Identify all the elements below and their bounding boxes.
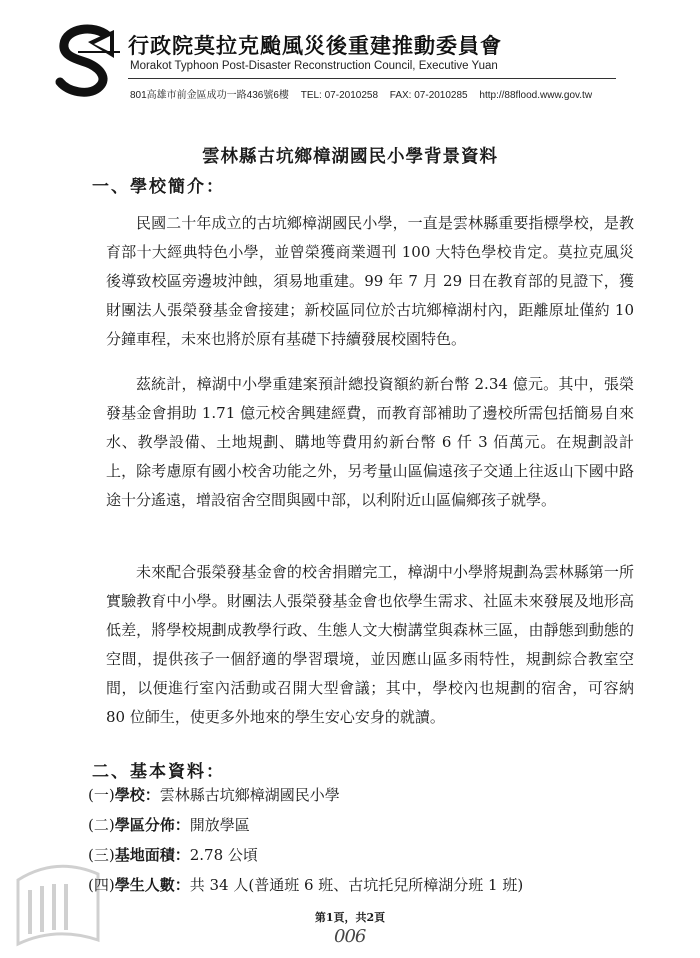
- section-heading-basic-info: 二、基本資料：: [92, 762, 225, 782]
- faint-stamp-watermark-icon: [8, 850, 104, 950]
- document-title: 雲林縣古坑鄉樟湖國民小學背景資料: [202, 147, 498, 167]
- info-key: 學校：: [114, 786, 160, 804]
- info-prefix: (一): [88, 786, 115, 804]
- letterhead-divider: [128, 78, 616, 79]
- info-value: 2.78 公頃: [189, 846, 258, 864]
- contact-line: [130, 86, 601, 101]
- paragraph-statistics: 茲統計，樟湖中小學重建案預計總投資額約新台幣 2.34 億元。其中，張榮發基金會捐助 1.71 億元校舍興建經費，而教育部補助了邊校所需包括簡易自來水、教學設備、土地規劃、購地等費用約新台幣 6 仟 3 佰萬元。在規劃設計上，除考慮原有國小校舍功能之外，另考量山區偏遠孩子交通上往返山下國中路途十分遙遠，增設宿舍空間與國中部，以利附近山區偏鄉孩子就學。: [106, 375, 634, 509]
- handwritten-page-number: 006: [334, 926, 366, 947]
- info-key: 學區分佈：: [114, 816, 190, 834]
- fax: FAX: 07-2010285: [389, 90, 468, 101]
- org-name-zh: 行政院莫拉克颱風災後重建推動委員會: [128, 34, 502, 58]
- list-item: [88, 840, 523, 870]
- paragraph-intro: 民國二十年成立的古坑鄉樟湖國民小學，一直是雲林縣重要指標學校，是教育部十大經典特色小學，並曾榮獲商業週刊 100 大特色學校肯定。莫拉克風災後導致校區旁邊坡沖蝕，須易地重建。99 年 7 月 29 日在教育部的見證下，獲財團法人張榮發基金會接建；新校區同位於古坑鄉樟湖村內，距離原址僅約 10 分鐘車程，未來也將於原有基礎下持續發展校園特色。: [106, 214, 634, 348]
- address: 801高雄市前金區成功一路436號6樓: [130, 90, 289, 101]
- list-item: [88, 870, 523, 900]
- info-value: 雲林縣古坑鄉樟湖國民小學: [159, 786, 340, 804]
- council-logo-icon: [50, 22, 130, 98]
- list-item: [88, 810, 523, 840]
- page-indicator: 第1頁，共2頁: [314, 911, 386, 924]
- list-item: [88, 780, 523, 810]
- info-prefix: (四): [88, 876, 115, 894]
- info-prefix: (二): [88, 816, 115, 834]
- info-key: 學生人數：: [114, 876, 190, 894]
- info-prefix: (三): [88, 846, 115, 864]
- tel: TEL: 07-2010258: [300, 90, 378, 101]
- paragraph-future-plan: 未來配合張榮發基金會的校舍捐贈完工，樟湖中小學將規劃為雲林縣第一所實驗教育中小學。財團法人張榮發基金會也依學生需求、社區未來發展及地形高低差，將學校規劃成教學行政、生態人文大樹講堂與森林三區，由靜態到動態的空間，提供孩子一個舒適的學習環境，並因應山區多雨特性，規劃綜合教室空間，以便進行室內活動或召開大型會議；其中，學校內也規劃的宿舍，可容納 80 位師生，使更多外地來的學生安心安身的就讀。: [106, 563, 634, 726]
- basic-info-list: [88, 780, 523, 900]
- info-value: 開放學區: [189, 816, 250, 834]
- org-name-en: Morakot Typhoon Post-Disaster Reconstruction Council, Executive Yuan: [130, 60, 498, 72]
- info-key: 基地面積：: [114, 846, 190, 864]
- section-heading-intro: 一、學校簡介：: [92, 177, 225, 197]
- website-url: http://88flood.www.gov.tw: [479, 90, 593, 101]
- info-value: 共 34 人(普通班 6 班、古坑托兒所樟湖分班 1 班): [189, 876, 524, 894]
